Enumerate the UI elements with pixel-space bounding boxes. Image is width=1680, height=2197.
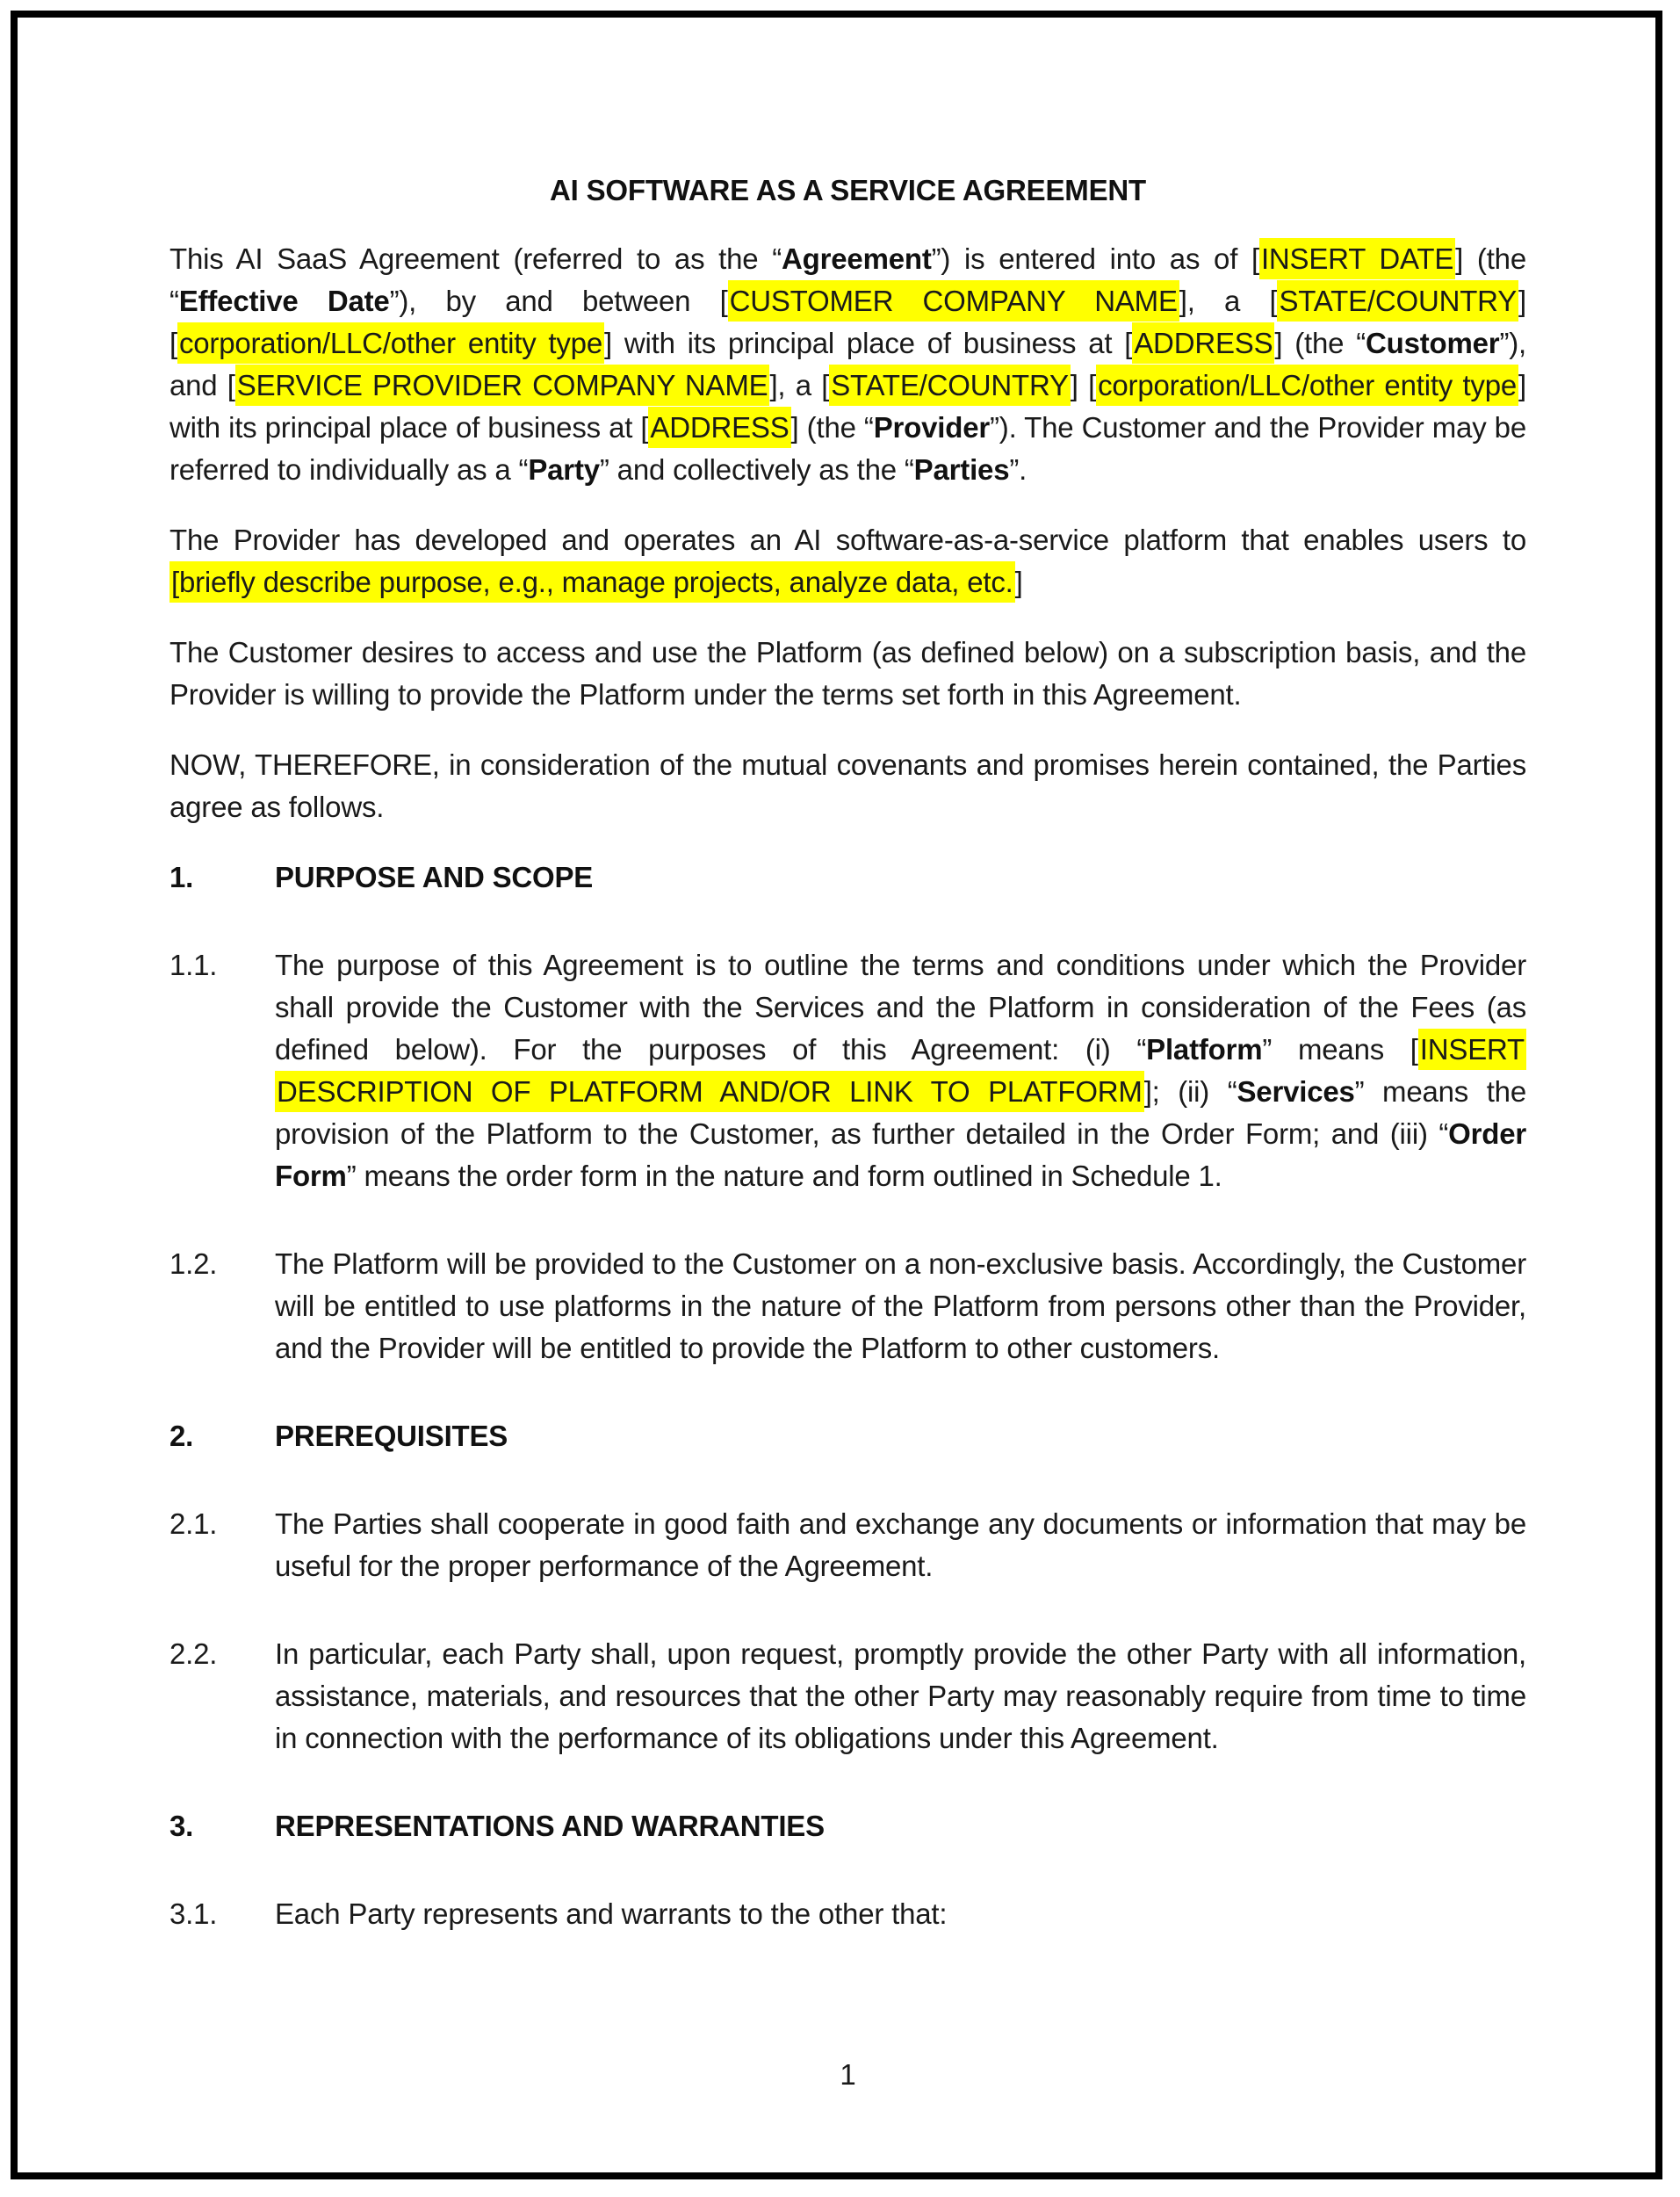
defined-term: Agreement — [782, 242, 932, 275]
text-run: ] [ — [1070, 369, 1097, 401]
text-run: ], a [ — [1179, 285, 1278, 317]
defined-term: Parties — [913, 453, 1010, 486]
clause-text — [275, 1893, 1526, 1935]
section-number: 3. — [169, 1810, 194, 1842]
highlighted-placeholder: corporation/LLC/other entity type — [1096, 365, 1518, 406]
highlighted-placeholder: CUSTOMER COMPANY NAME — [728, 280, 1179, 322]
numbered-clause — [169, 1893, 1526, 1935]
text-run: ”). The Customer and the Provider may be referred to individually as a “ — [169, 411, 1526, 486]
page-number: 1 — [840, 2058, 856, 2091]
section-heading-text: REPRESENTATIONS AND WARRANTIES — [275, 1810, 825, 1842]
highlighted-placeholder: [briefly describe purpose, e.g., manage projects, analyze data, etc. — [169, 561, 1015, 603]
intro-paragraph — [169, 519, 1526, 603]
clause-text — [275, 1503, 1526, 1587]
text-run: ” means the provision of the Platform to the Customer, as further detailed in the Order Form; and (iii) “ — [275, 1075, 1526, 1150]
text-run: ”), by and between [ — [389, 285, 728, 317]
highlighted-placeholder: STATE/COUNTRY — [1277, 280, 1518, 322]
text-run: ” means the order form in the nature and form outlined in Schedule 1. — [346, 1160, 1222, 1192]
text-run: The Parties shall cooperate in good faith and exchange any documents or information that may be useful for the proper performance of the Agreement. — [275, 1507, 1526, 1582]
highlighted-placeholder: ADDRESS — [1132, 322, 1274, 364]
clause-number: 3.1. — [169, 1897, 218, 1930]
clause-number: 2.2. — [169, 1637, 218, 1670]
section-number: 1. — [169, 861, 194, 893]
clause-number: 1.1. — [169, 949, 218, 981]
text-run: ], a [ — [769, 369, 830, 401]
text-run: ”) is entered into as of [ — [931, 242, 1259, 275]
defined-term: Services — [1237, 1075, 1355, 1108]
defined-term: Customer — [1366, 327, 1500, 359]
highlighted-placeholder: INSERT DATE — [1259, 238, 1455, 279]
text-run: ]; (ii) “ — [1143, 1075, 1237, 1108]
clause-text — [275, 1243, 1526, 1370]
intro-paragraph — [169, 744, 1526, 828]
text-run: ] [ — [169, 285, 1526, 359]
numbered-clause — [169, 1243, 1526, 1370]
section-number: 2. — [169, 1420, 194, 1452]
text-run: The Customer desires to access and use the Platform (as defined below) on a subscription basis, and the Provider is willing to provide the Platform under the terms set forth in this Agreement. — [169, 636, 1526, 711]
text-run: In particular, each Party shall, upon request, promptly provide the other Party with all information, assistance, materials, and resources that the other Party may reasonably require from time to time in connection with the performance of its obligations under this Agreement. — [275, 1637, 1526, 1754]
section-heading — [169, 1415, 1526, 1457]
defined-term: Party — [528, 453, 600, 486]
numbered-clause — [169, 1633, 1526, 1760]
highlighted-placeholder: SERVICE PROVIDER COMPANY NAME — [235, 365, 770, 406]
numbered-clause — [169, 944, 1526, 1197]
intro-paragraph — [169, 238, 1526, 491]
text-run: NOW, THEREFORE, in consideration of the mutual covenants and promises herein contained, the Parties agree as follows. — [169, 748, 1526, 823]
defined-term: Platform — [1146, 1033, 1263, 1066]
highlighted-placeholder: corporation/LLC/other entity type — [177, 322, 604, 364]
document-body — [169, 170, 1526, 1981]
clause-text — [275, 944, 1526, 1197]
section-heading-text: PURPOSE AND SCOPE — [275, 861, 594, 893]
text-run: ” and collectively as the “ — [599, 453, 914, 486]
numbered-clause — [169, 1503, 1526, 1587]
highlighted-placeholder: ADDRESS — [648, 407, 790, 448]
document-title: AI SOFTWARE AS A SERVICE AGREEMENT — [550, 174, 1146, 206]
text-run: The Provider has developed and operates an AI software-as-a-service platform that enables users to — [169, 524, 1526, 556]
section-heading-text: PREREQUISITES — [275, 1420, 508, 1452]
section-heading — [169, 856, 1526, 899]
text-run: The purpose of this Agreement is to outline the terms and conditions under which the Provider shall provide the Customer with the Services and the Platform in consideration of the Fees (as defined below). For the purposes of this Agreement: (i) “ — [275, 949, 1526, 1066]
highlighted-placeholder: INSERT DESCRIPTION OF PLATFORM AND/OR LINK TO PLATFORM — [275, 1029, 1526, 1112]
clause-number: 2.1. — [169, 1507, 218, 1540]
text-run: ] (the “ — [1274, 327, 1366, 359]
text-run: Each Party represents and warrants to the other that: — [275, 1897, 948, 1930]
text-run: ”), and [ — [169, 327, 1526, 401]
clause-text — [275, 1633, 1526, 1760]
defined-term: Order Form — [275, 1117, 1526, 1192]
defined-term: Provider — [873, 411, 991, 444]
defined-term: Effective Date — [178, 285, 390, 317]
text-run: ] — [1014, 566, 1023, 598]
document-blocks — [169, 238, 1526, 1935]
section-heading — [169, 1805, 1526, 1847]
text-run: ] (the “ — [169, 242, 1526, 317]
clause-number: 1.2. — [169, 1247, 218, 1280]
text-run: ”. — [1009, 453, 1027, 486]
text-run: The Platform will be provided to the Customer on a non-exclusive basis. Accordingly, the Customer will be entitled to use platforms in the nature of the Platform from persons other than the Provider, and the Provider will be entitled to provide the Platform to other customers. — [275, 1247, 1526, 1364]
text-run: ” means [ — [1262, 1033, 1418, 1066]
text-run: This AI SaaS Agreement (referred to as the “ — [169, 242, 782, 275]
text-run: ] with its principal place of business at [ — [604, 327, 1133, 359]
intro-paragraph — [169, 632, 1526, 716]
text-run: ] (the “ — [790, 411, 874, 444]
highlighted-placeholder: STATE/COUNTRY — [829, 365, 1071, 406]
text-run: ] with its principal place of business at [ — [169, 369, 1527, 444]
